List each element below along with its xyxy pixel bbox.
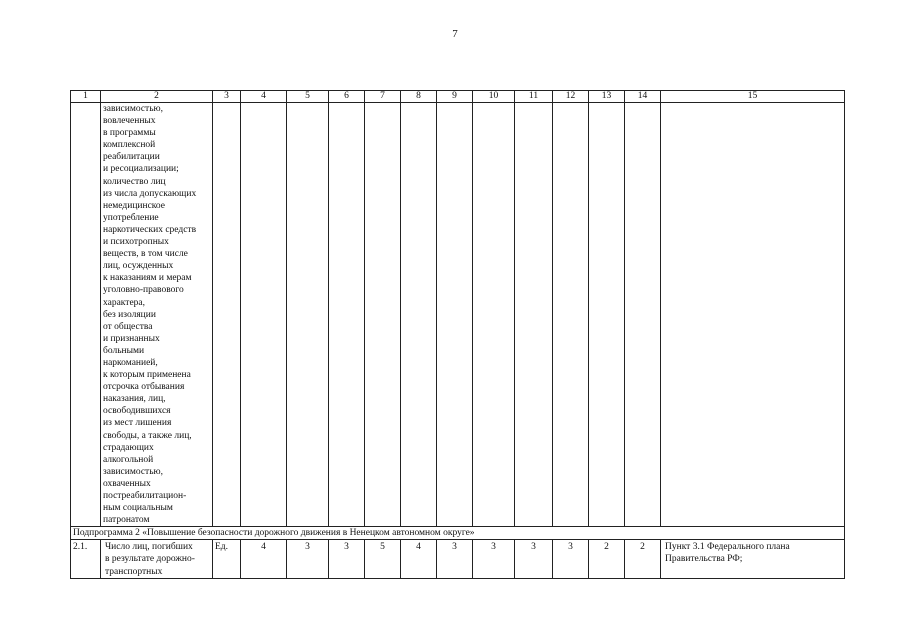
column-header: 2 <box>101 91 213 103</box>
unit-cell: Ед. <box>213 540 241 578</box>
indicator-continuation-text: зависимостью, вовлеченных в программы комплексной реабилитации и ресоциализации; количество лиц из числа допускающих немедицинское употребление наркотических средств и психотропных веществ, в том числе лиц, осужденных к наказаниям и мерам уголовно-правового характера, без изоляции от общества и признанных больными наркоманией, к которым применена отсрочка отбывания наказания, лиц, освободившихся из мест лишения свободы, а также лиц, страдающих алкогольной зависимостью, охваченных постреабилитацион- ным социальным патронатом <box>101 103 213 527</box>
column-header: 8 <box>401 91 437 103</box>
column-header: 15 <box>661 91 845 103</box>
value-cell: 3 <box>553 540 589 578</box>
subprogram-row <box>71 527 845 540</box>
note-cell: Пункт 3.1 Федерального плана Правительства РФ; <box>661 540 845 578</box>
table-cell <box>589 103 625 527</box>
value-cell: 3 <box>437 540 473 578</box>
table-cell <box>329 103 365 527</box>
table-row <box>71 540 845 578</box>
column-header: 4 <box>241 91 287 103</box>
indicators-table <box>70 90 845 579</box>
table-cell <box>213 103 241 527</box>
table-cell <box>287 103 329 527</box>
column-header: 12 <box>553 91 589 103</box>
column-header: 1 <box>71 91 101 103</box>
value-cell: 3 <box>473 540 515 578</box>
column-header: 5 <box>287 91 329 103</box>
header-row <box>71 91 845 103</box>
table-cell <box>71 103 101 527</box>
table-cell <box>437 103 473 527</box>
table-cell <box>553 103 589 527</box>
value-cell: 4 <box>401 540 437 578</box>
value-cell: 3 <box>515 540 553 578</box>
table-cell <box>625 103 661 527</box>
table-cell <box>365 103 401 527</box>
column-header: 3 <box>213 91 241 103</box>
table-cell <box>661 103 845 527</box>
column-header: 11 <box>515 91 553 103</box>
table-cell <box>401 103 437 527</box>
table-cell <box>241 103 287 527</box>
column-header: 14 <box>625 91 661 103</box>
value-cell: 4 <box>241 540 287 578</box>
subprogram-title: Подпрограмма 2 «Повышение безопасности дорожного движения в Ненецком автономном округе» <box>71 527 845 540</box>
column-header: 10 <box>473 91 515 103</box>
table-cell <box>515 103 553 527</box>
value-cell: 3 <box>287 540 329 578</box>
page-number: 7 <box>452 28 458 40</box>
value-cell: 2 <box>589 540 625 578</box>
column-header: 13 <box>589 91 625 103</box>
column-header: 9 <box>437 91 473 103</box>
value-cell: 2 <box>625 540 661 578</box>
indicator-name: Число лиц, погибших в результате дорожно- транспортных <box>101 540 213 578</box>
value-cell: 3 <box>329 540 365 578</box>
column-header: 7 <box>365 91 401 103</box>
row-number: 2.1. <box>71 540 101 578</box>
value-cell: 5 <box>365 540 401 578</box>
column-header: 6 <box>329 91 365 103</box>
table-cell <box>473 103 515 527</box>
table-row <box>71 103 845 527</box>
